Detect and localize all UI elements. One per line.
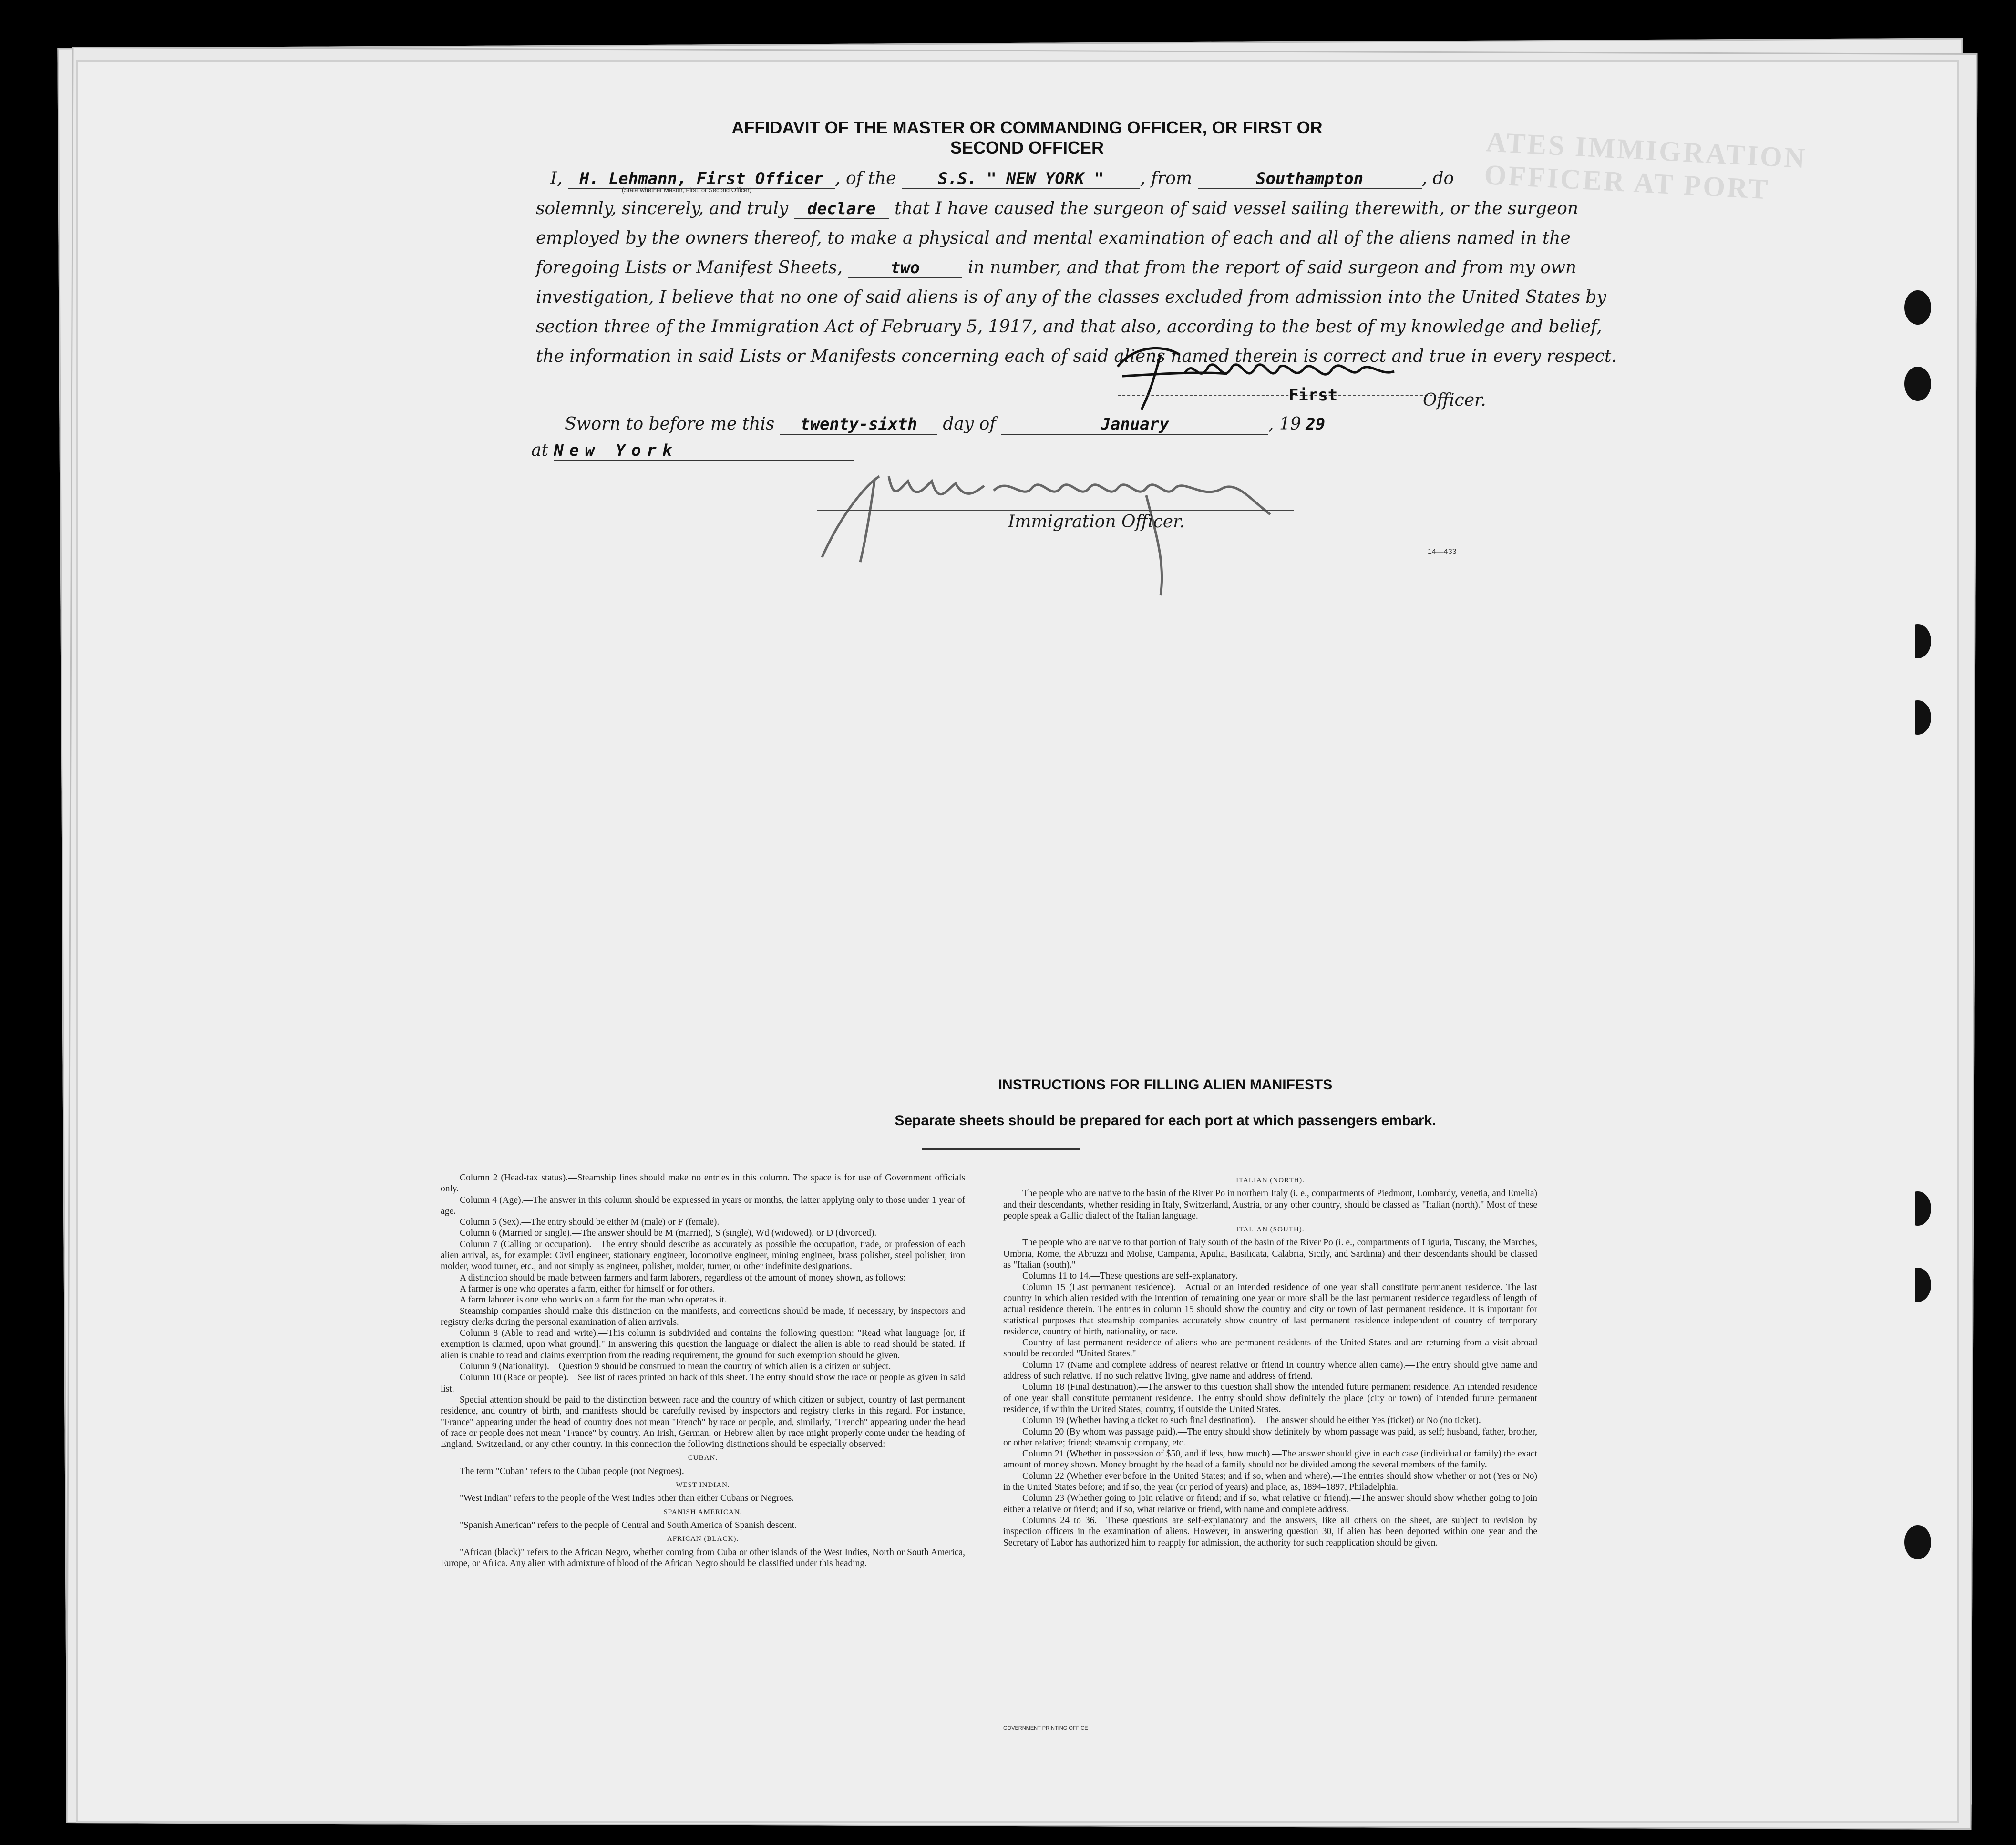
immigration-officer-label: Immigration Officer. bbox=[1008, 512, 1185, 532]
affidavit-line-4: foregoing Lists or Manifest Sheets, two in number, and that from the report of said surgeon and from my own bbox=[536, 258, 1577, 277]
printer-imprint: GOVERNMENT PRINTING OFFICE bbox=[1003, 1725, 1088, 1731]
italian-south-heading: ITALIAN (SOUTH). bbox=[1236, 1226, 1305, 1234]
declare-field: declare bbox=[794, 199, 889, 219]
rank-field: First bbox=[1288, 386, 1338, 405]
instructions-right-column: ITALIAN (NORTH). The people who are native to the basin of the River Po in northern Italy (i. e., compartments of Piedmont, Lombardy, Venetia, and Emelia) and their descendants, whether residing in Italy, Switzerland, Austria, or any other country, should be classed as "Italian (north)." Most of these people speak a Gallic dialect of the Italian language. ITALIAN (SOUTH). The people who are native to that portion of Italy south of the basin of the River Po (i. e., compartments of Liguria, Tuscany, the Marches, Umbria, Rome, the Abruzzi and Molise, Campania, Apulia, Basilicata, Calabria, Sicily, and Sardinia) and their descendants should be classed as "Italian (south)." Columns 11 to 14.—These questions are self-explanatory. Column 15 (Last permanent residence).—Actual or an intended residence of one year shall constitute permanent residence. The last country in which alien resided with the intention of remaining one year or more shall be the last permanent residence regardless of length of actual residence therein. The entries in column 15 should show the country and city or town of last permanent residence. It is important for statistical purposes that steamship companies accurately show country of last permanent residence independent of country of temporary residence, country of birth, nationality, or race. Country of last permanent residence of aliens who are permanent residents of the United States and are returning from a visit abroad should be recorded "United States." Column 17 (Name and complete address of nearest relative or friend in country whence alien came).—The entry should give name and address of such relative. If no such relative living, give name and address of friend. Column 18 (Final destination).—The answer to this question shall show the intended future permanent residence. An intended residence of one year shall constitute permanent residence. The entry should show definitely the place (city or town) of intended future permanent residence, if within the United States; country, if outside the United States. Column 19 (Whether having a ticket to such final destination).—The answer should be either Yes (ticket) or No (no ticket). Column 20 (By whom was passage paid).—The entry should show definitely by whom passage was paid, as self; husband, father, brother, or other relative; friend; steamship company, etc. Column 21 (Whether in possession of $50, and if less, how much).—The answer should give in each case (individual or family) the exact amount of money shown. Money brought by the head of a family should not be divided among the several members of the family. Column 22 (Whether ever before in the United States; and if so, when and where).—The entries should show whether or not (Yes or No) in the United States before; and if so, the year (or period of years) and place, as, 1894–1897, Philadelphia. Column 23 (Whether going to join relative or friend; and if so, what relative or friend).—The answer should show whether going to join either a relative or friend; and if so, what relative or friend, with name and complete address. Columns 24 to 36.—These questions are self-explanatory and the answers, like all others on the sheet, are subject to revision by inspection officers in the examination of aliens. However, in answering question 30, if alien has been deported within one year and the Secretary of Labor has authorized him to reapply for admission, the authority for such reapplication should be given. bbox=[1003, 1172, 1537, 1548]
officer-suffix: Officer. bbox=[1423, 390, 1486, 410]
sworn-line: Sworn to before me this twenty-sixth day of January , 19 29 bbox=[565, 414, 1330, 435]
african-heading: AFRICAN (BLACK). bbox=[667, 1535, 739, 1543]
italian-north-heading: ITALIAN (NORTH). bbox=[1236, 1177, 1305, 1184]
punch-hole bbox=[1904, 1525, 1931, 1559]
officer-hint: (State whether Master, First, or Second Officer) bbox=[622, 186, 752, 194]
affidavit-line-7: the information in said Lists or Manifests concerning each of said aliens named therein is correct and true in every respect. bbox=[536, 347, 1617, 366]
cuban-heading: CUBAN. bbox=[688, 1454, 718, 1462]
punch-hole bbox=[1904, 700, 1931, 735]
sworn-month-field: January bbox=[1001, 415, 1268, 435]
spanish-american-heading: SPANISH AMERICAN. bbox=[663, 1508, 742, 1516]
at-line: at New York bbox=[531, 441, 854, 461]
at-place-field: New York bbox=[554, 441, 854, 461]
instructions-title: INSTRUCTIONS FOR FILLING ALIEN MANIFESTS bbox=[998, 1077, 1333, 1093]
affidavit-title: AFFIDAVIT OF THE MASTER OR COMMANDING OFFICER, OR FIRST OR SECOND OFFICER bbox=[731, 118, 1323, 157]
immigration-signature-line bbox=[817, 510, 1294, 511]
punch-hole bbox=[1904, 1191, 1931, 1226]
sworn-day-field: twenty-sixth bbox=[780, 415, 937, 435]
punch-hole bbox=[1904, 367, 1931, 401]
instructions-left-column: Column 2 (Head-tax status).—Steamship lines should make no entries in this column. The space is for use of Government officials only. Column 4 (Age).—The answer in this column should be expressed in years or months, the latter applying only to those under 1 year of age. Column 5 (Sex).—The entry should be either M (male) or F (female). Column 6 (Married or single).—The answer should be M (married), S (single), Wd (widowed), or D (divorced). Column 7 (Calling or occupation).—The entry should describe as accurately as possible the occupation, trade, or profession of each alien arrival, as, for example: Civil engineer, stationary engineer, locomotive engineer, mining engineer, brass polisher, steel polisher, iron molder, wood turner, etc., and not simply as engineer, polisher, molder, turner, or other indefinite designations. A distinction should be made between farmers and farm laborers, regardless of the amount of money shown, as follows: A farmer is one who operates a farm, either for himself or for others. A farm laborer is one who works on a farm for the man who operates it. Steamship companies should make this distinction on the manifests, and corrections should be made, if necessary, by inspectors and registry clerks during the personal examination of alien arrivals. Column 8 (Able to read and write).—This column is subdivided and contains the following question: "Read what language [or, if exemption is claimed, upon what ground]." In answering this question the language or dialect the alien is able to read should be stated. If alien is unable to read and claims exemption from the reading requirement, the ground for such exemption should be given. Column 9 (Nationality).—Question 9 should be construed to mean the country of which alien is a citizen or subject. Column 10 (Race or people).—See list of races printed on back of this sheet. The entry should show the race or people as given in said list. Special attention should be paid to the distinction between race and the country of which citizen or subject, country of last permanent residence, and country of birth, and manifests should be carefully revised by inspectors and registry clerks in this regard. For instance, "France" appearing under the head of country does not mean "French" by race or people, and, similarly, "French" appearing under the head of race or people does not mean "France" by country. An Irish, German, or Hebrew alien by race might properly come under the heading of England, Switzerland, or any other country. In this connection the following distinctions should be especially observed: CUBAN. The term "Cuban" refers to the Cuban people (not Negroes). WEST INDIAN. "West Indian" refers to the people of the West Indies other than either Cubans or Negroes. SPANISH AMERICAN. "Spanish American" refers to the people of Central and South America of Spanish descent. AFRICAN (BLACK). "African (black)" refers to the African Negro, whether coming from Cuba or other islands of the West Indies, North or South America, Europe, or Africa. Any alien with admixture of blood of the African Negro should be classified under this heading. bbox=[441, 1173, 965, 1568]
sworn-year-field: 29 bbox=[1306, 415, 1326, 434]
officer-signature bbox=[1103, 328, 1437, 424]
affidavit-line-2: solemnly, sincerely, and truly declare that I have caused the surgeon of said vessel sailing therewith, or the surgeon bbox=[536, 199, 1579, 218]
ship-name-field: S.S. " NEW YORK " bbox=[902, 169, 1140, 189]
instructions-divider bbox=[922, 1148, 1080, 1150]
bleed-through: ATES IMMIGRATION OFFICER AT PORT bbox=[1483, 126, 1808, 205]
affidavit-line-5: investigation, I believe that no one of said aliens is of any of the classes excluded from admission into the United States by bbox=[536, 287, 1606, 307]
manifest-sheet bbox=[76, 60, 1959, 1823]
punch-hole bbox=[1904, 1268, 1931, 1302]
form-number: 14—433 bbox=[1428, 548, 1457, 556]
west-indian-heading: WEST INDIAN. bbox=[676, 1481, 730, 1489]
officer-name-field: H. Lehmann, First Officer bbox=[568, 169, 835, 189]
sheet-count-field: two bbox=[848, 258, 962, 278]
punch-hole bbox=[1904, 290, 1931, 325]
port-from-field: Southampton bbox=[1198, 169, 1422, 189]
punch-hole bbox=[1904, 624, 1931, 658]
affidavit-line-6: section three of the Immigration Act of February 5, 1917, and that also, according to the best of my knowledge and belief, bbox=[536, 317, 1602, 337]
affidavit-line-3: employed by the owners thereof, to make a physical and mental examination of each and all of the aliens named in the bbox=[536, 228, 1571, 248]
instructions-subtitle: Separate sheets should be prepared for each port at which passengers embark. bbox=[895, 1113, 1436, 1128]
affidavit-line-1: I, H. Lehmann, First Officer , of the S.S. " NEW YORK " , from Southampton , do bbox=[550, 169, 1454, 188]
